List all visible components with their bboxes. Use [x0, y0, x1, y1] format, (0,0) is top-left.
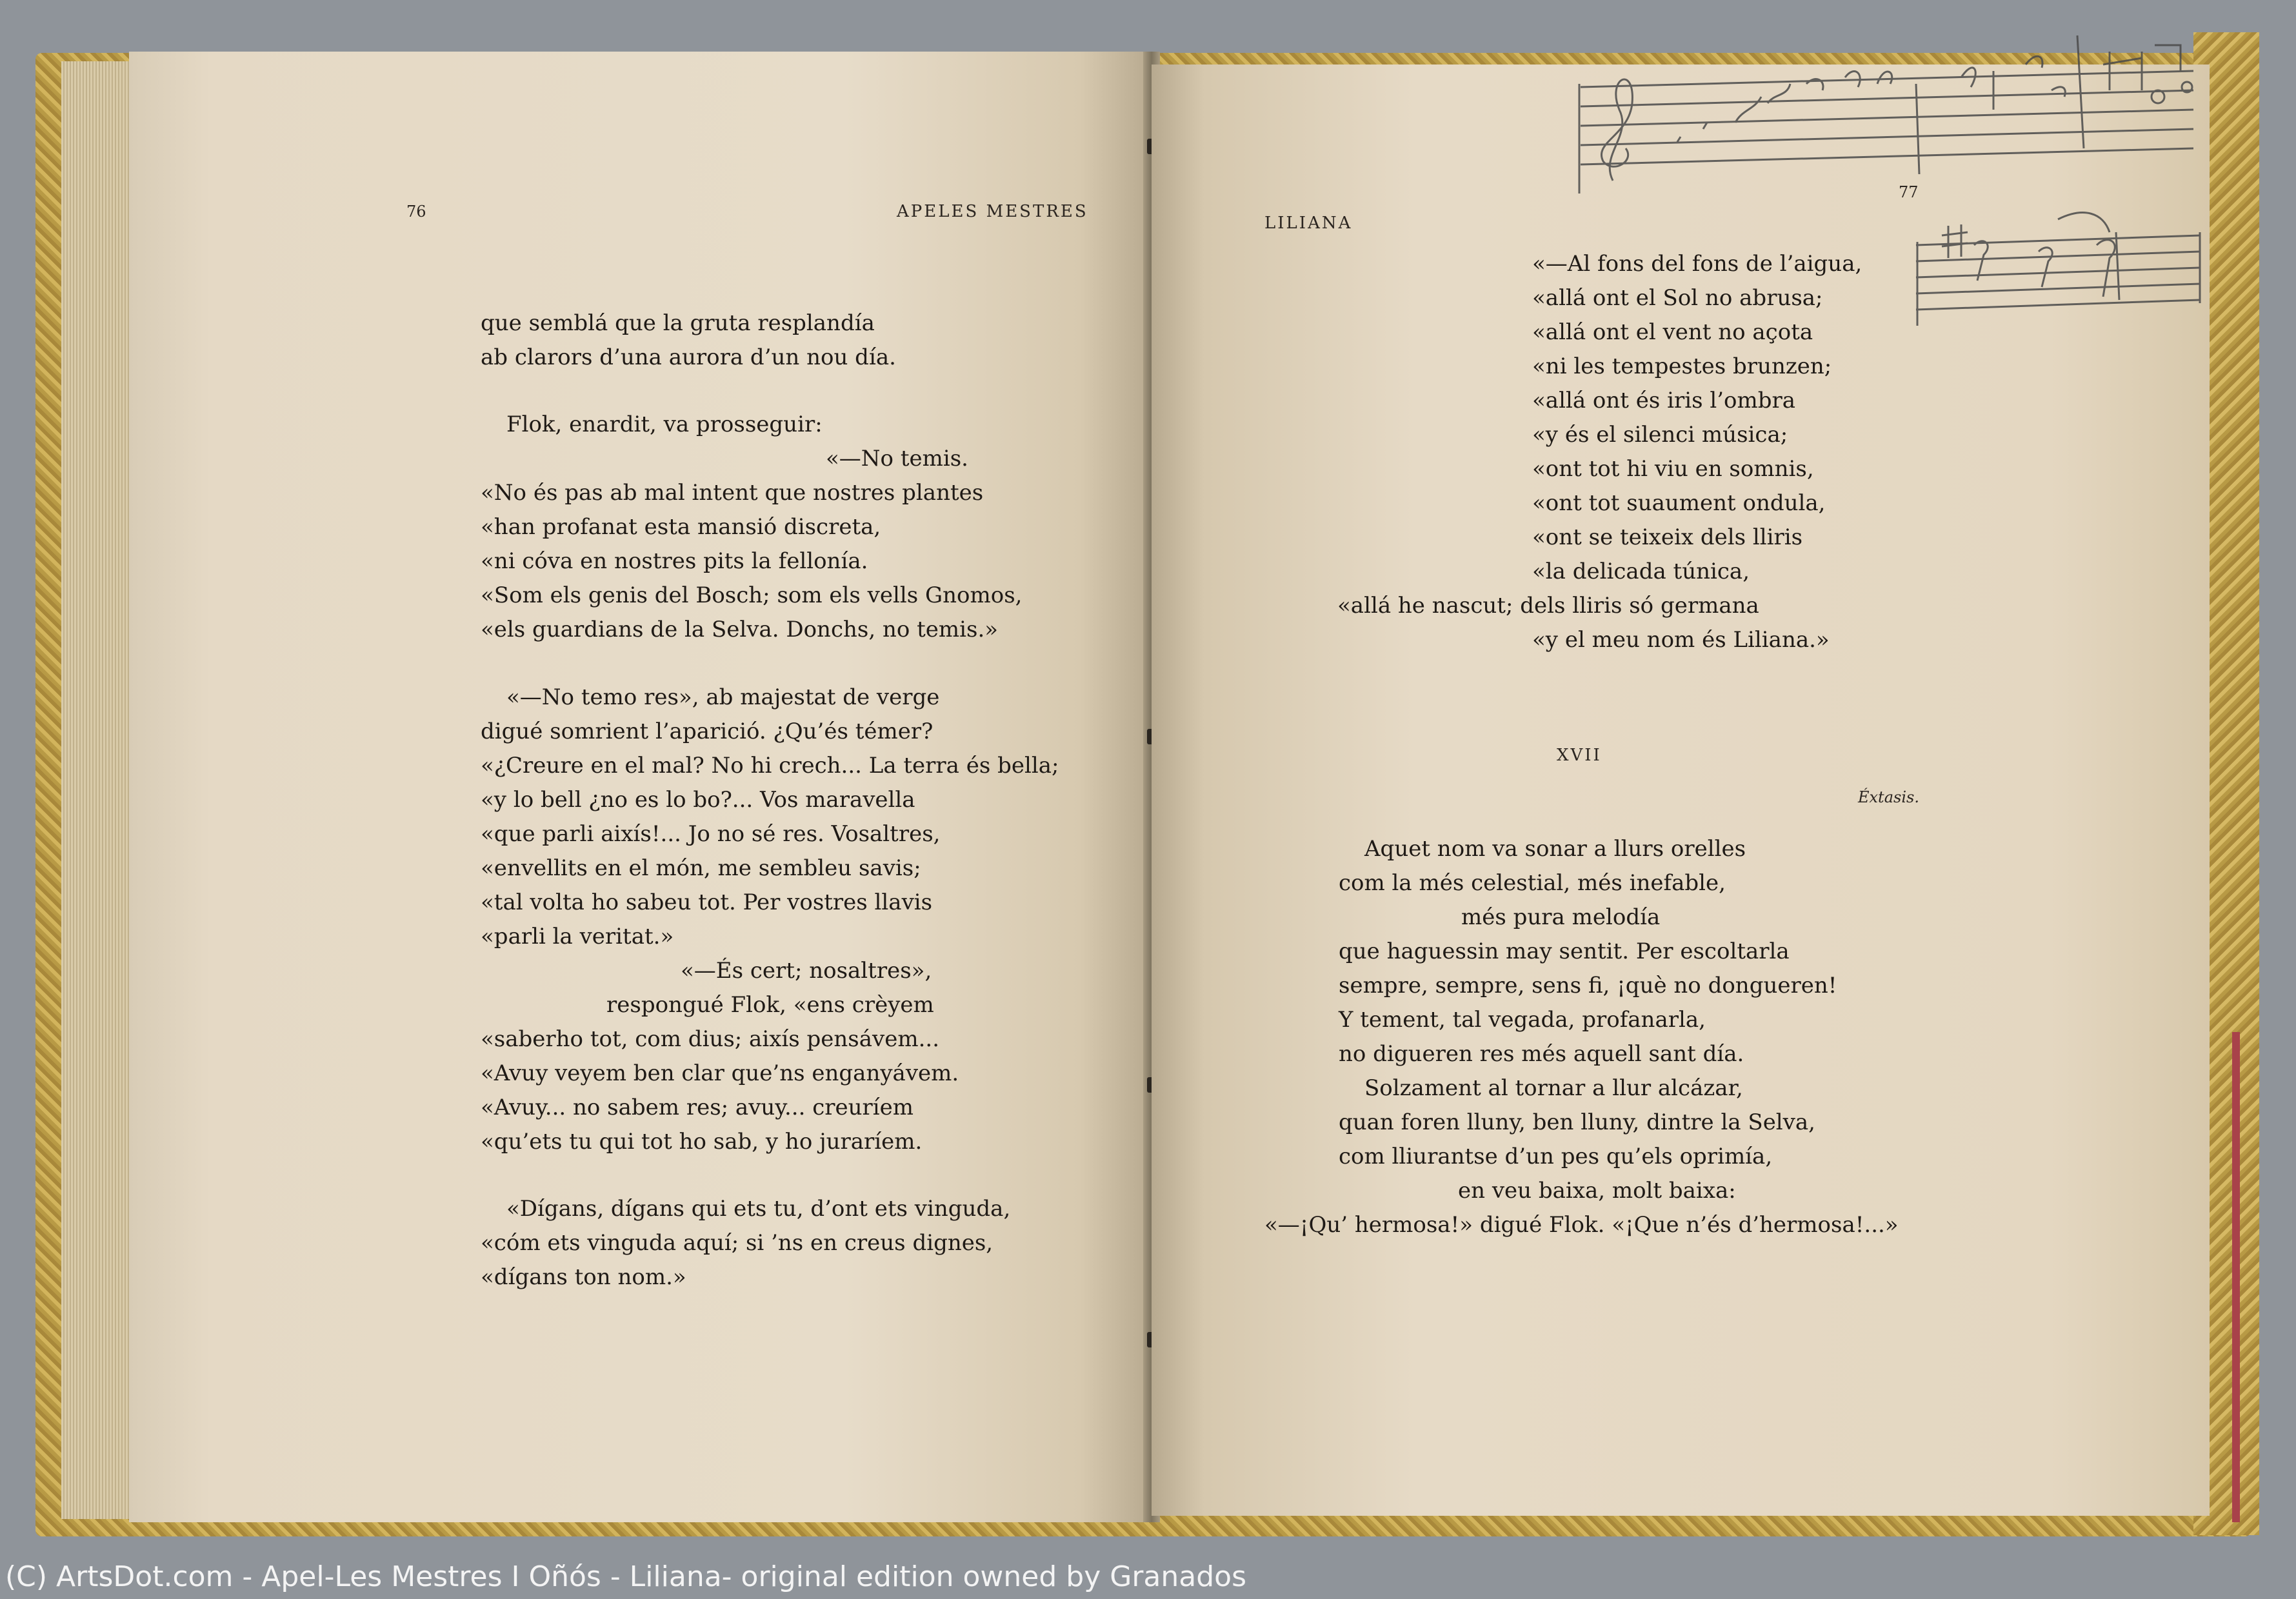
text-line: «¿Creure en el mal? No hi crech... La terra és bella; [481, 753, 1059, 779]
text-line: «—No temo res», ab majestat de verge [506, 684, 940, 710]
text-line: en veu baixa, molt baixa: [1458, 1178, 1736, 1204]
text-line: digué somrient l’aparició. ¿Qu’és témer? [481, 719, 933, 744]
text-line: sempre, sempre, sens fi, ¡què no dongueren! [1339, 973, 1837, 998]
handwritten-music-staff-top [1574, 26, 2203, 200]
text-line: respongué Flok, «ens crèyem [606, 992, 934, 1018]
page-number-left: 76 [406, 203, 426, 221]
text-line: «y lo bell ¿no es lo bo?... Vos maravella [481, 787, 915, 813]
text-line: «ont se teixeix dels lliris [1532, 524, 1803, 550]
text-line: «allá ont el Sol no abrusa; [1532, 285, 1823, 311]
text-line: «allá ont és iris l’ombra [1532, 388, 1796, 413]
section-subtitle: Éxtasis. [1858, 788, 1919, 806]
text-line: «ni les tempestes brunzen; [1532, 353, 1832, 379]
text-line: «la delicada túnica, [1532, 559, 1750, 584]
text-line: Solzament al tornar a llur alcázar, [1364, 1075, 1743, 1101]
text-line: ab clarors d’una aurora d’un nou día. [481, 344, 896, 370]
text-line: «—És cert; nosaltres», [681, 958, 932, 984]
text-line: «Dígans, dígans qui ets tu, d’ont ets vinguda, [506, 1196, 1011, 1222]
page-number-right: 77 [1899, 183, 1919, 201]
text-line: «envellits en el món, me sembleu savis; [481, 855, 921, 881]
left-page [129, 52, 1152, 1522]
text-line: «tal volta ho sabeu tot. Per vostres llavis [481, 889, 933, 915]
text-line: «ont tot suaument ondula, [1532, 490, 1826, 516]
text-line: «que parli aixís!... Jo no sé res. Vosaltres, [481, 821, 941, 847]
text-line: «ni cóva en nostres pits la fellonía. [481, 548, 868, 574]
text-line: «y és el silenci música; [1532, 422, 1788, 448]
page-block-edge [61, 61, 132, 1519]
text-line: «No és pas ab mal intent que nostres plantes [481, 480, 984, 506]
handwritten-music-staff-bottom [1910, 206, 2206, 335]
running-head-right: LILIANA [1264, 214, 1353, 233]
text-line: que semblá que la gruta resplandía [481, 310, 875, 336]
text-line: «dígans ton nom.» [481, 1264, 686, 1290]
red-ribbon [2232, 1032, 2240, 1522]
running-head-left: APELES MESTRES [897, 202, 1088, 221]
text-line: «Avuy... no sabem res; avuy... creuríem [481, 1095, 914, 1120]
text-line: «cóm ets vinguda aquí; si ’ns en creus dignes, [481, 1230, 993, 1256]
text-line: com lliurantse d’un pes qu’els oprimía, [1339, 1144, 1773, 1169]
text-line: Flok, enardit, va prosseguir: [506, 412, 823, 437]
text-line: més pura melodía [1461, 904, 1661, 930]
section-number: XVII [1557, 746, 1602, 765]
text-line: «saberho tot, com dius; aixís pensávem... [481, 1026, 939, 1052]
text-line: «Avuy veyem ben clar que’ns enganyávem. [481, 1060, 959, 1086]
text-line: «—No temis. [826, 446, 968, 472]
text-line: no digueren res més aquell sant día. [1339, 1041, 1744, 1067]
text-line: «y el meu nom és Liliana.» [1532, 627, 1830, 653]
text-line: «qu’ets tu qui tot ho sab, y ho juraríem. [481, 1129, 923, 1155]
text-line: «Som els genis del Bosch; som els vells Gnomos, [481, 582, 1023, 608]
text-line: «parli la veritat.» [481, 924, 674, 949]
text-line: com la més celestial, més inefable, [1339, 870, 1726, 896]
text-line: «—Al fons del fons de l’aigua, [1532, 251, 1862, 277]
text-line: quan foren lluny, ben lluny, dintre la Selva, [1339, 1109, 1815, 1135]
text-line: Aquet nom va sonar a llurs orelles [1364, 836, 1746, 862]
text-line: que haguessin may sentit. Per escoltarla [1339, 939, 1790, 964]
text-line: «allá ont el vent no açota [1532, 319, 1813, 345]
text-line: «—¡Qu’ hermosa!» digué Flok. «¡Que n’és d’hermosa!...» [1264, 1212, 1899, 1238]
watermark-footer: (C) ArtsDot.com - Apel-Les Mestres I Oñós - Liliana- original edition owned by Granados [5, 1560, 1246, 1593]
text-line: «han profanat esta mansió discreta, [481, 514, 881, 540]
text-line: Y tement, tal vegada, profanarla, [1339, 1007, 1706, 1033]
text-line: «ont tot hi viu en somnis, [1532, 456, 1814, 482]
text-line: «allá he nascut; dels lliris só germana [1337, 593, 1759, 619]
text-line: «els guardians de la Selva. Donchs, no temis.» [481, 617, 999, 642]
